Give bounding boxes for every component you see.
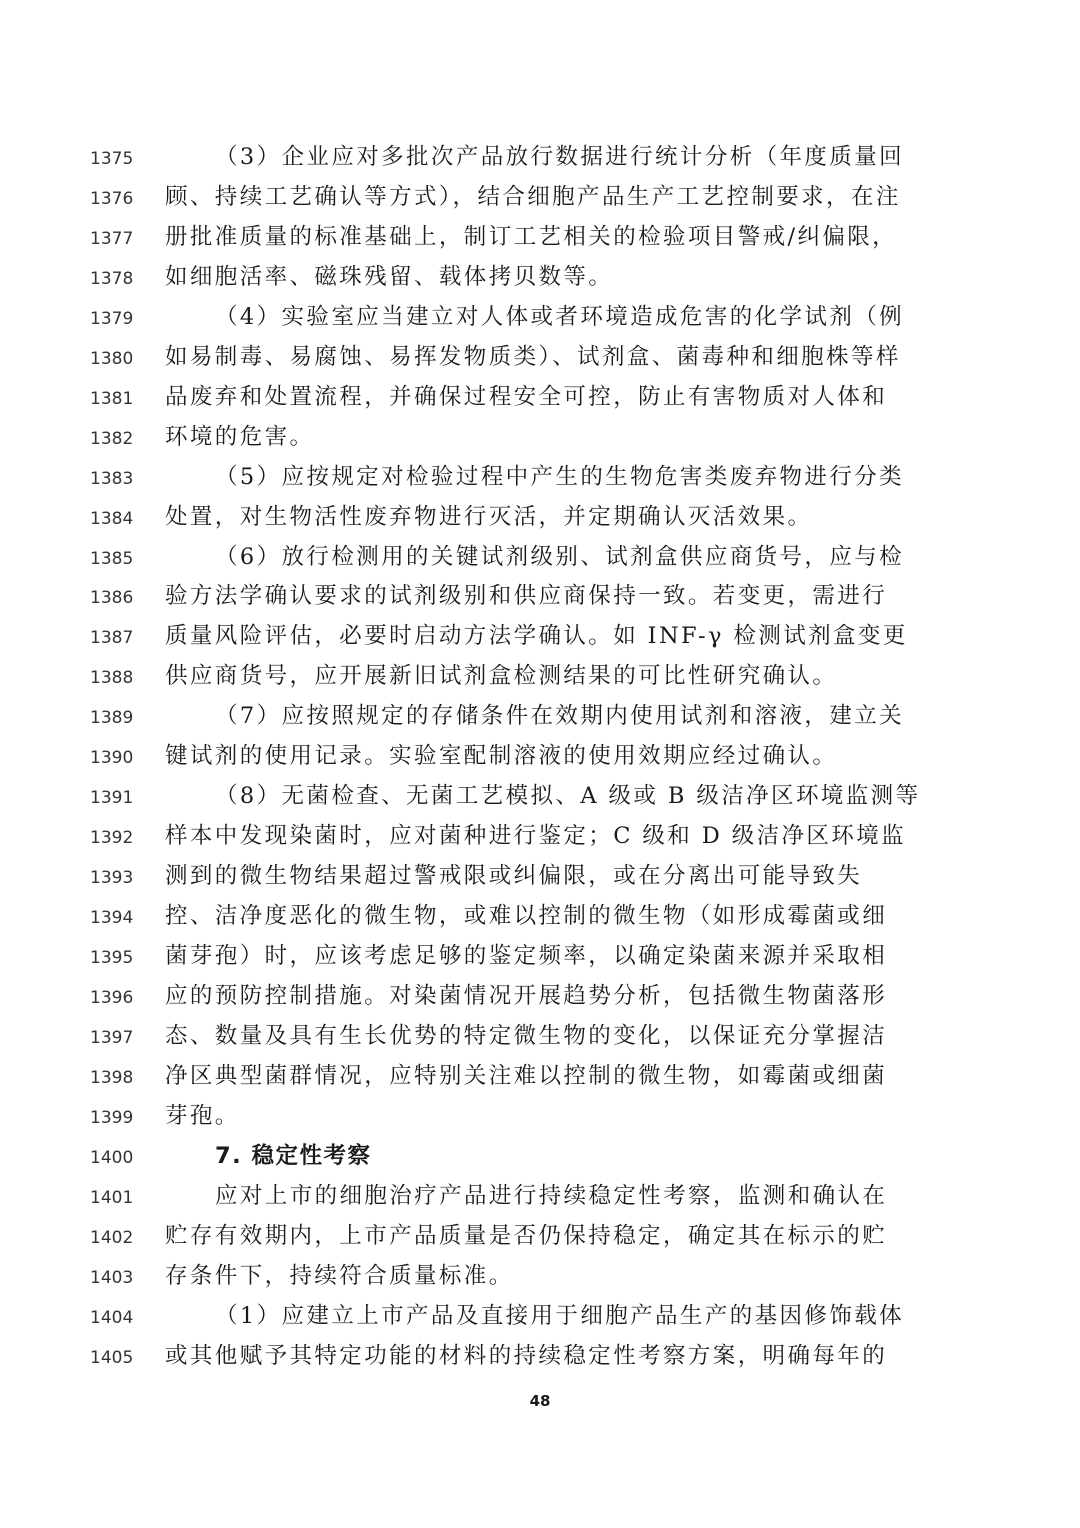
line-number: 1400 — [90, 1147, 134, 1168]
line-text: 键试剂的使用记录。实验室配制溶液的使用效期应经过确认。 — [165, 743, 838, 770]
line-number: 1404 — [90, 1307, 134, 1328]
document-line — [0, 1336, 1080, 1376]
document-line — [0, 1296, 1080, 1336]
document-line — [0, 417, 1080, 457]
line-text: 如细胞活率、磁珠残留、载体拷贝数等。 — [165, 263, 614, 290]
line-number: 1399 — [90, 1107, 134, 1128]
line-number: 1378 — [90, 268, 134, 289]
document-line — [0, 1016, 1080, 1056]
document-line — [0, 816, 1080, 856]
line-text: 或其他赋予其特定功能的材料的持续稳定性考察方案，明确每年的 — [165, 1342, 888, 1369]
document-line — [0, 696, 1080, 736]
line-text: 应的预防控制措施。对染菌情况开展趋势分析，包括微生物菌落形 — [165, 982, 888, 1009]
line-number: 1398 — [90, 1067, 134, 1088]
line-text: 样本中发现染菌时，应对菌种进行鉴定；C 级和 D 级洁净区环境监 — [165, 823, 907, 850]
line-number: 1403 — [90, 1267, 134, 1288]
line-text: （6）放行检测用的关键试剂级别、试剂盒供应商货号，应与检 — [215, 543, 905, 570]
line-text: 处置，对生物活性废弃物进行灭活，并定期确认灭活效果。 — [165, 503, 813, 530]
line-number: 1395 — [90, 948, 134, 968]
line-text: 态、数量及具有生长优势的特定微生物的变化，以保证充分掌握洁 — [165, 1022, 888, 1049]
document-line — [0, 936, 1080, 976]
document-line — [0, 337, 1080, 377]
line-number: 1394 — [90, 908, 134, 929]
line-text: 芽孢。 — [165, 1102, 240, 1129]
line-number: 1375 — [90, 149, 134, 169]
line-number: 1381 — [90, 388, 134, 409]
document-line — [0, 537, 1080, 577]
line-number: 1383 — [90, 468, 134, 489]
line-number: 1390 — [90, 748, 134, 769]
line-text: （4）实验室应当建立对人体或者环境造成危害的化学试剂（例 — [215, 303, 905, 330]
line-text: （5）应按规定对检验过程中产生的生物危害类废弃物进行分类 — [215, 463, 905, 490]
line-number: 1396 — [90, 987, 134, 1008]
line-number: 1380 — [90, 348, 134, 369]
document-line — [0, 1176, 1080, 1216]
document-line — [0, 976, 1080, 1016]
line-number: 1402 — [90, 1227, 134, 1248]
line-text: 净区典型菌群情况，应特别关注难以控制的微生物，如霉菌或细菌 — [165, 1062, 888, 1089]
document-line — [0, 377, 1080, 417]
document-line — [0, 1216, 1080, 1256]
line-number: 1405 — [90, 1347, 134, 1368]
line-text: 控、洁净度恶化的微生物，或难以控制的微生物（如形成霉菌或细 — [165, 903, 888, 930]
line-number: 1388 — [90, 668, 134, 689]
line-number: 1379 — [90, 308, 134, 329]
document-line — [0, 656, 1080, 696]
line-text: （3）企业应对多批次产品放行数据进行统计分析（年度质量回 — [215, 144, 905, 170]
document-line — [0, 217, 1080, 257]
document-line — [0, 616, 1080, 656]
document-line — [0, 257, 1080, 297]
line-number: 1386 — [90, 588, 134, 609]
line-text: 顾、持续工艺确认等方式），结合细胞产品生产工艺控制要求，在注 — [165, 183, 901, 210]
line-number: 1382 — [90, 428, 134, 449]
line-number: 1392 — [90, 828, 134, 849]
document-line — [0, 896, 1080, 936]
line-text: 验方法学确认要求的试剂级别和供应商保持一致。若变更，需进行 — [165, 583, 888, 610]
line-text: 存条件下，持续符合质量标准。 — [165, 1262, 514, 1289]
line-number: 1376 — [90, 188, 134, 209]
line-text: 贮存有效期内，上市产品质量是否仍保持稳定，确定其在标示的贮 — [165, 1222, 888, 1249]
document-line — [0, 297, 1080, 337]
line-text: 供应商货号，应开展新旧试剂盒检测结果的可比性研究确认。 — [165, 663, 838, 690]
document-line — [0, 497, 1080, 537]
line-text: 菌芽孢）时，应该考虑足够的鉴定频率，以确定染菌来源并采取相 — [165, 943, 888, 969]
line-text: 如易制毒、易腐蚀、易挥发物质类）、试剂盒、菌毒种和细胞株等样 — [165, 343, 901, 370]
line-text: 品废弃和处置流程，并确保过程安全可控，防止有害物质对人体和 — [165, 383, 888, 410]
document-line — [0, 736, 1080, 776]
document-line — [0, 856, 1080, 896]
document-line — [0, 1136, 1080, 1176]
line-text: 质量风险评估，必要时启动方法学确认。如 INF-γ 检测试剂盒变更 — [165, 623, 908, 650]
line-text: 册批准质量的标准基础上，制订工艺相关的检验项目警戒/纠偏限， — [165, 223, 898, 250]
line-text: （7）应按照规定的存储条件在效期内使用试剂和溶液，建立关 — [215, 703, 905, 730]
document-line — [0, 1056, 1080, 1096]
line-number: 1397 — [90, 1027, 134, 1048]
line-number: 1393 — [90, 868, 134, 889]
document-line — [0, 457, 1080, 497]
document-line — [0, 1256, 1080, 1296]
line-text: 环境的危害。 — [165, 423, 315, 450]
line-number: 1401 — [90, 1187, 134, 1208]
line-number: 1385 — [90, 548, 134, 569]
line-text: （1）应建立上市产品及直接用于细胞产品生产的基因修饰载体 — [215, 1302, 905, 1329]
line-number: 1387 — [90, 628, 134, 649]
document-line — [0, 137, 1080, 177]
document-line — [0, 776, 1080, 816]
page-number: 48 — [529, 1392, 551, 1410]
line-number: 1389 — [90, 708, 134, 729]
document-line — [0, 177, 1080, 217]
document-line — [0, 576, 1080, 616]
line-number: 1384 — [90, 508, 134, 529]
line-number: 1391 — [90, 788, 134, 809]
line-text: 应对上市的细胞治疗产品进行持续稳定性考察，监测和确认在 — [215, 1182, 888, 1209]
line-number: 1377 — [90, 228, 134, 249]
document-line — [0, 1096, 1080, 1136]
line-text: （8）无菌检查、无菌工艺模拟、A 级或 B 级洁净区环境监测等 — [215, 783, 921, 810]
line-text: 测到的微生物结果超过警戒限或纠偏限，或在分离出可能导致失 — [165, 863, 863, 890]
section-heading: 7. 稳定性考察 — [215, 1142, 372, 1169]
